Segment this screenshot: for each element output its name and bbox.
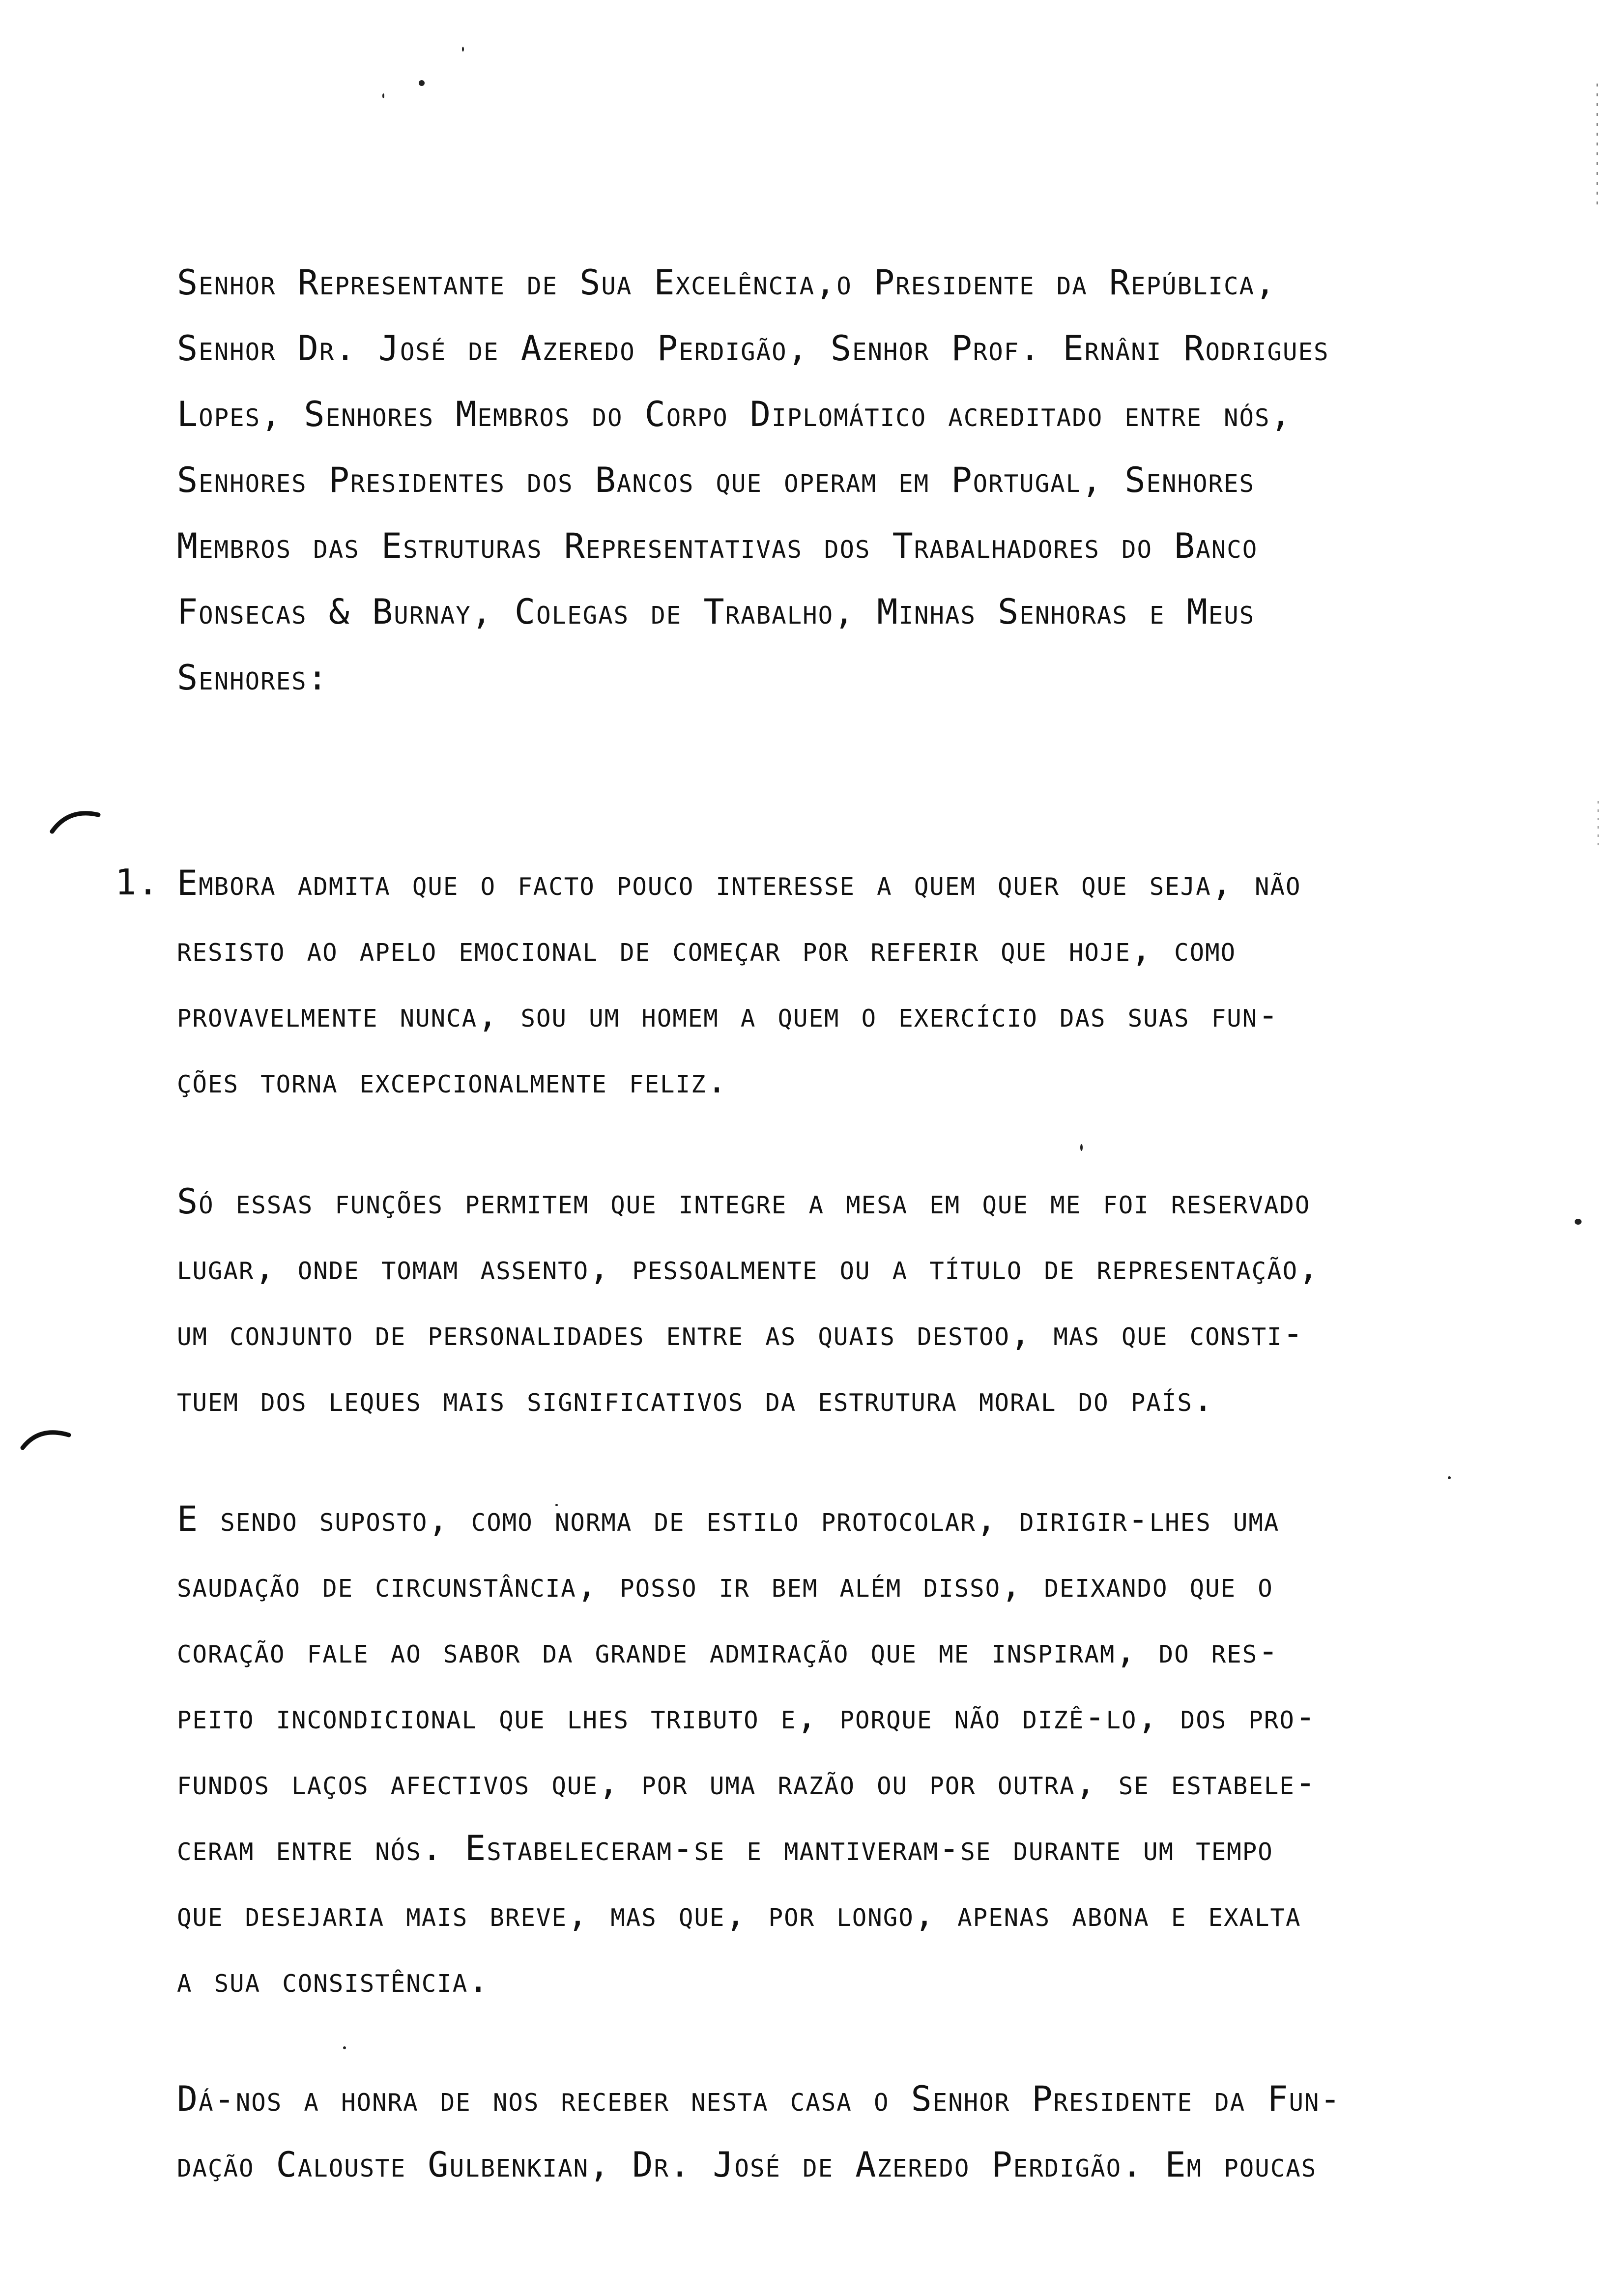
paragraph-line: fundos laços afectivos que, por uma razão ou por outra, se estabele- <box>177 1762 1317 1803</box>
margin-mark-icon <box>49 801 103 835</box>
salutation-line: Senhor Dr. José de Azeredo Perdigão, Senhor Prof. Ernâni Rodrigues <box>177 328 1329 369</box>
paragraph-line: tuem dos leques mais significativos da estrutura moral do país. <box>177 1379 1214 1419</box>
paragraph-line: coração fale ao sabor da grande admiração que me inspiram, do res- <box>177 1631 1280 1671</box>
paragraph-line: E sendo suposto, como norma de estilo protocolar, dirigir-lhes uma <box>177 1499 1280 1539</box>
paragraph-line: lugar, onde tomam assento, pessoalmente ou a título de representação, <box>177 1247 1320 1288</box>
salutation-line: Senhores Presidentes dos Bancos que operam em Portugal, Senhores <box>177 460 1255 500</box>
paragraph-line: Só essas funções permitem que integre a mesa em que me foi reservado <box>177 1181 1311 1222</box>
salutation-line: Senhor Representante de Sua Excelência,o Presidente da República, <box>177 262 1277 303</box>
scan-speck <box>343 2046 346 2049</box>
paragraph-line: provavelmente nunca, sou um homem a quem o exercício das suas fun- <box>177 995 1280 1035</box>
scan-speck <box>382 93 384 98</box>
scan-speck <box>419 80 425 86</box>
salutation-line: Senhores: <box>177 658 329 698</box>
edge-dots-icon <box>1592 801 1607 845</box>
paragraph-line: a sua consistência. <box>177 1960 490 2000</box>
scan-speck <box>462 47 464 52</box>
scan-speck <box>1448 1476 1451 1479</box>
section-number: 1. <box>115 861 160 903</box>
paragraph-line: Dá-nos a honra de nos receber nesta casa o Senhor Presidente da Fun- <box>177 2079 1342 2119</box>
paragraph-line: um conjunto de personalidades entre as quais destoo, mas que consti- <box>177 1313 1304 1353</box>
paragraph-line: que desejaria mais breve, mas que, por longo, apenas abona e exalta <box>177 1894 1301 1934</box>
paragraph-line: dação Calouste Gulbenkian, Dr. José de Azeredo Perdigão. Em poucas <box>177 2145 1317 2185</box>
paragraph-line: ceram entre nós. Estabeleceram-se e mantiveram-se durante um tempo <box>177 1828 1273 1868</box>
salutation-line: Membros das Estruturas Representativas dos Trabalhadores do Banco <box>177 526 1258 566</box>
paragraph-line: Embora admita que o facto pouco interesse a quem quer que seja, não <box>177 863 1301 903</box>
paragraph-line: ções torna excepcionalmente feliz. <box>177 1061 728 1101</box>
salutation-line: Fonsecas & Burnay, Colegas de Trabalho, Minhas Senhoras e Meus <box>177 592 1255 632</box>
salutation-line: Lopes, Senhores Membros do Corpo Diplomático acreditado entre nós, <box>177 394 1292 434</box>
paragraph-line: resisto ao apelo emocional de começar por referir que hoje, como <box>177 929 1237 969</box>
scan-speck <box>1575 1219 1582 1225</box>
paragraph-line: peito incondicional que lhes tributo e, porque não dizê-lo, dos pro- <box>177 1696 1317 1737</box>
scan-speck <box>1080 1144 1083 1151</box>
edge-dots-icon <box>1592 84 1602 211</box>
paragraph-line: saudação de circunstância, posso ir bem além disso, deixando que o <box>177 1565 1273 1605</box>
margin-mark-icon <box>20 1420 74 1455</box>
